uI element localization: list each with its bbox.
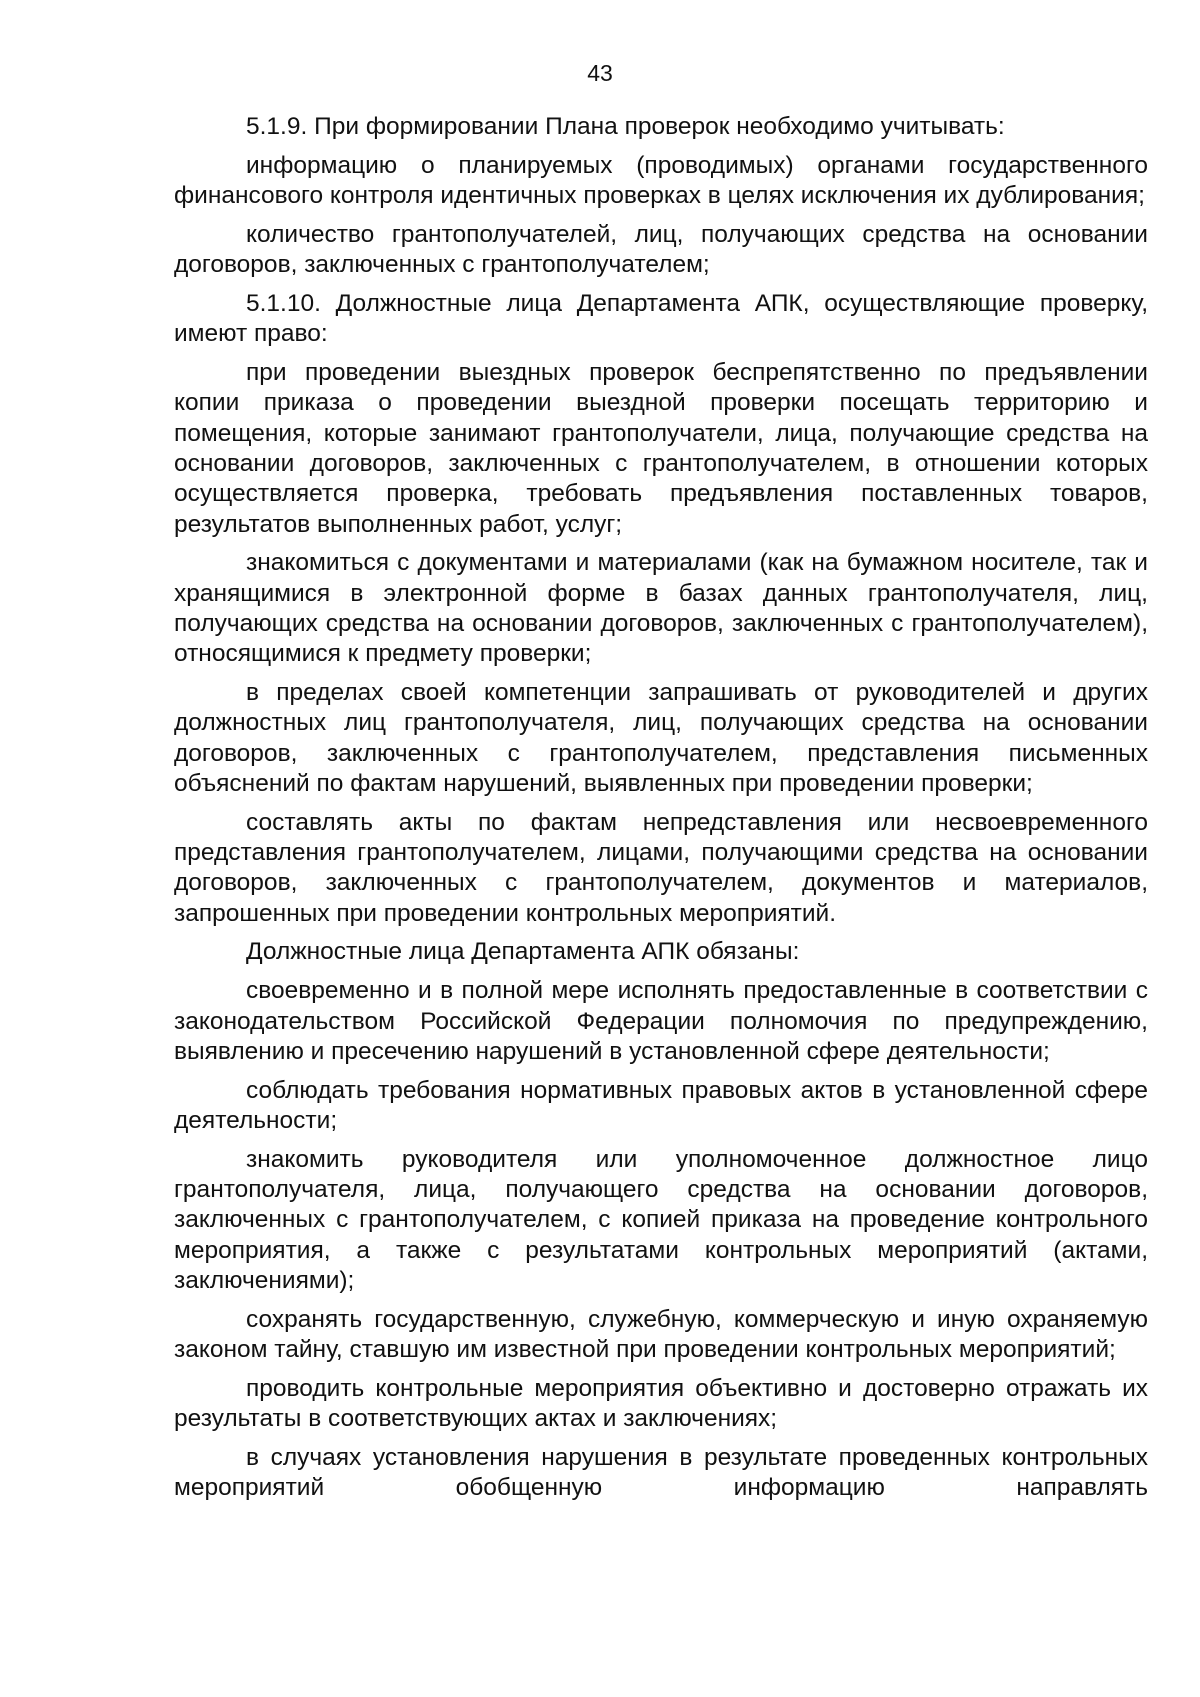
paragraph: при проведении выездных проверок беспрепятственно по предъявлении копии приказа о проведении выездной проверки посещать территорию и помещения, которые занимают грантополучатели, лица, получающие средства на основании договоров, заключенных с грантополучателем, в отношении которых осуществляется проверка, требовать предъявления поставленных товаров, результатов выполненных работ, услуг;	[174, 359, 1148, 538]
paragraph: количество грантополучателей, лиц, получающих средства на основании договоров, заключенных с грантополучателем;	[174, 220, 1148, 279]
paragraph: своевременно и в полной мере исполнять предоставленные в соответствии с законодательством Российской Федерации полномочия по предупреждению, выявлению и пресечению нарушений в установленной сфере деятельности;	[174, 977, 1148, 1065]
paragraph-continued: в случаях установления нарушения в результате проведенных контрольных мероприятий обобщенную информацию направлять	[174, 1443, 1148, 1502]
paragraph: знакомиться с документами и материалами (как на бумажном носителе, так и хранящимися в электронной форме в базах данных грантополучателя, лиц, получающих средства на основании договоров, заключенных с грантополучателем), относящимися к предмету проверки;	[174, 549, 1148, 668]
paragraph: составлять акты по фактам непредставления или несвоевременного представления грантополучателем, лицами, получающими средства на основании договоров, заключенных с грантополучателем, документов и материалов, запрошенных при проведении контрольных мероприятий.	[174, 808, 1148, 927]
paragraph-5-1-10: 5.1.10. Должностные лица Департамента АПК, осуществляющие проверку, имеют право:	[174, 289, 1148, 348]
document-body	[174, 112, 1148, 1512]
paragraph: соблюдать требования нормативных правовых актов в установленной сфере деятельности;	[174, 1076, 1148, 1134]
paragraph-obligations-heading: Должностные лица Департамента АПК обязаны:	[246, 938, 800, 966]
paragraph: сохранять государственную, служебную, коммерческую и иную охраняемую законом тайну, ставшую им известной при проведении контрольных мероприятий;	[174, 1305, 1148, 1363]
paragraph: знакомить руководителя или уполномоченное должностное лицо грантополучателя, лица, получающего средства на основании договоров, заключенных с грантополучателем, с копией приказа на проведение контрольного мероприятия, а также с результатами контрольных мероприятий (актами, заключениями);	[174, 1145, 1148, 1294]
page-number: 43	[587, 60, 613, 86]
paragraph: информацию о планируемых (проводимых) органами государственного финансового контроля идентичных проверках в целях исключения их дублирования;	[174, 151, 1148, 210]
paragraph: в пределах своей компетенции запрашивать от руководителей и других должностных лиц грантополучателя, лиц, получающих средства на основании договоров, заключенных с грантополучателем, представления письменных объяснений по фактам нарушений, выявленных при проведении проверки;	[174, 679, 1148, 797]
paragraph-5-1-9: 5.1.9. При формировании Плана проверок необходимо учитывать:	[246, 113, 1005, 140]
paragraph: проводить контрольные мероприятия объективно и достоверно отражать их результаты в соответствующих актах и заключениях;	[174, 1374, 1148, 1433]
